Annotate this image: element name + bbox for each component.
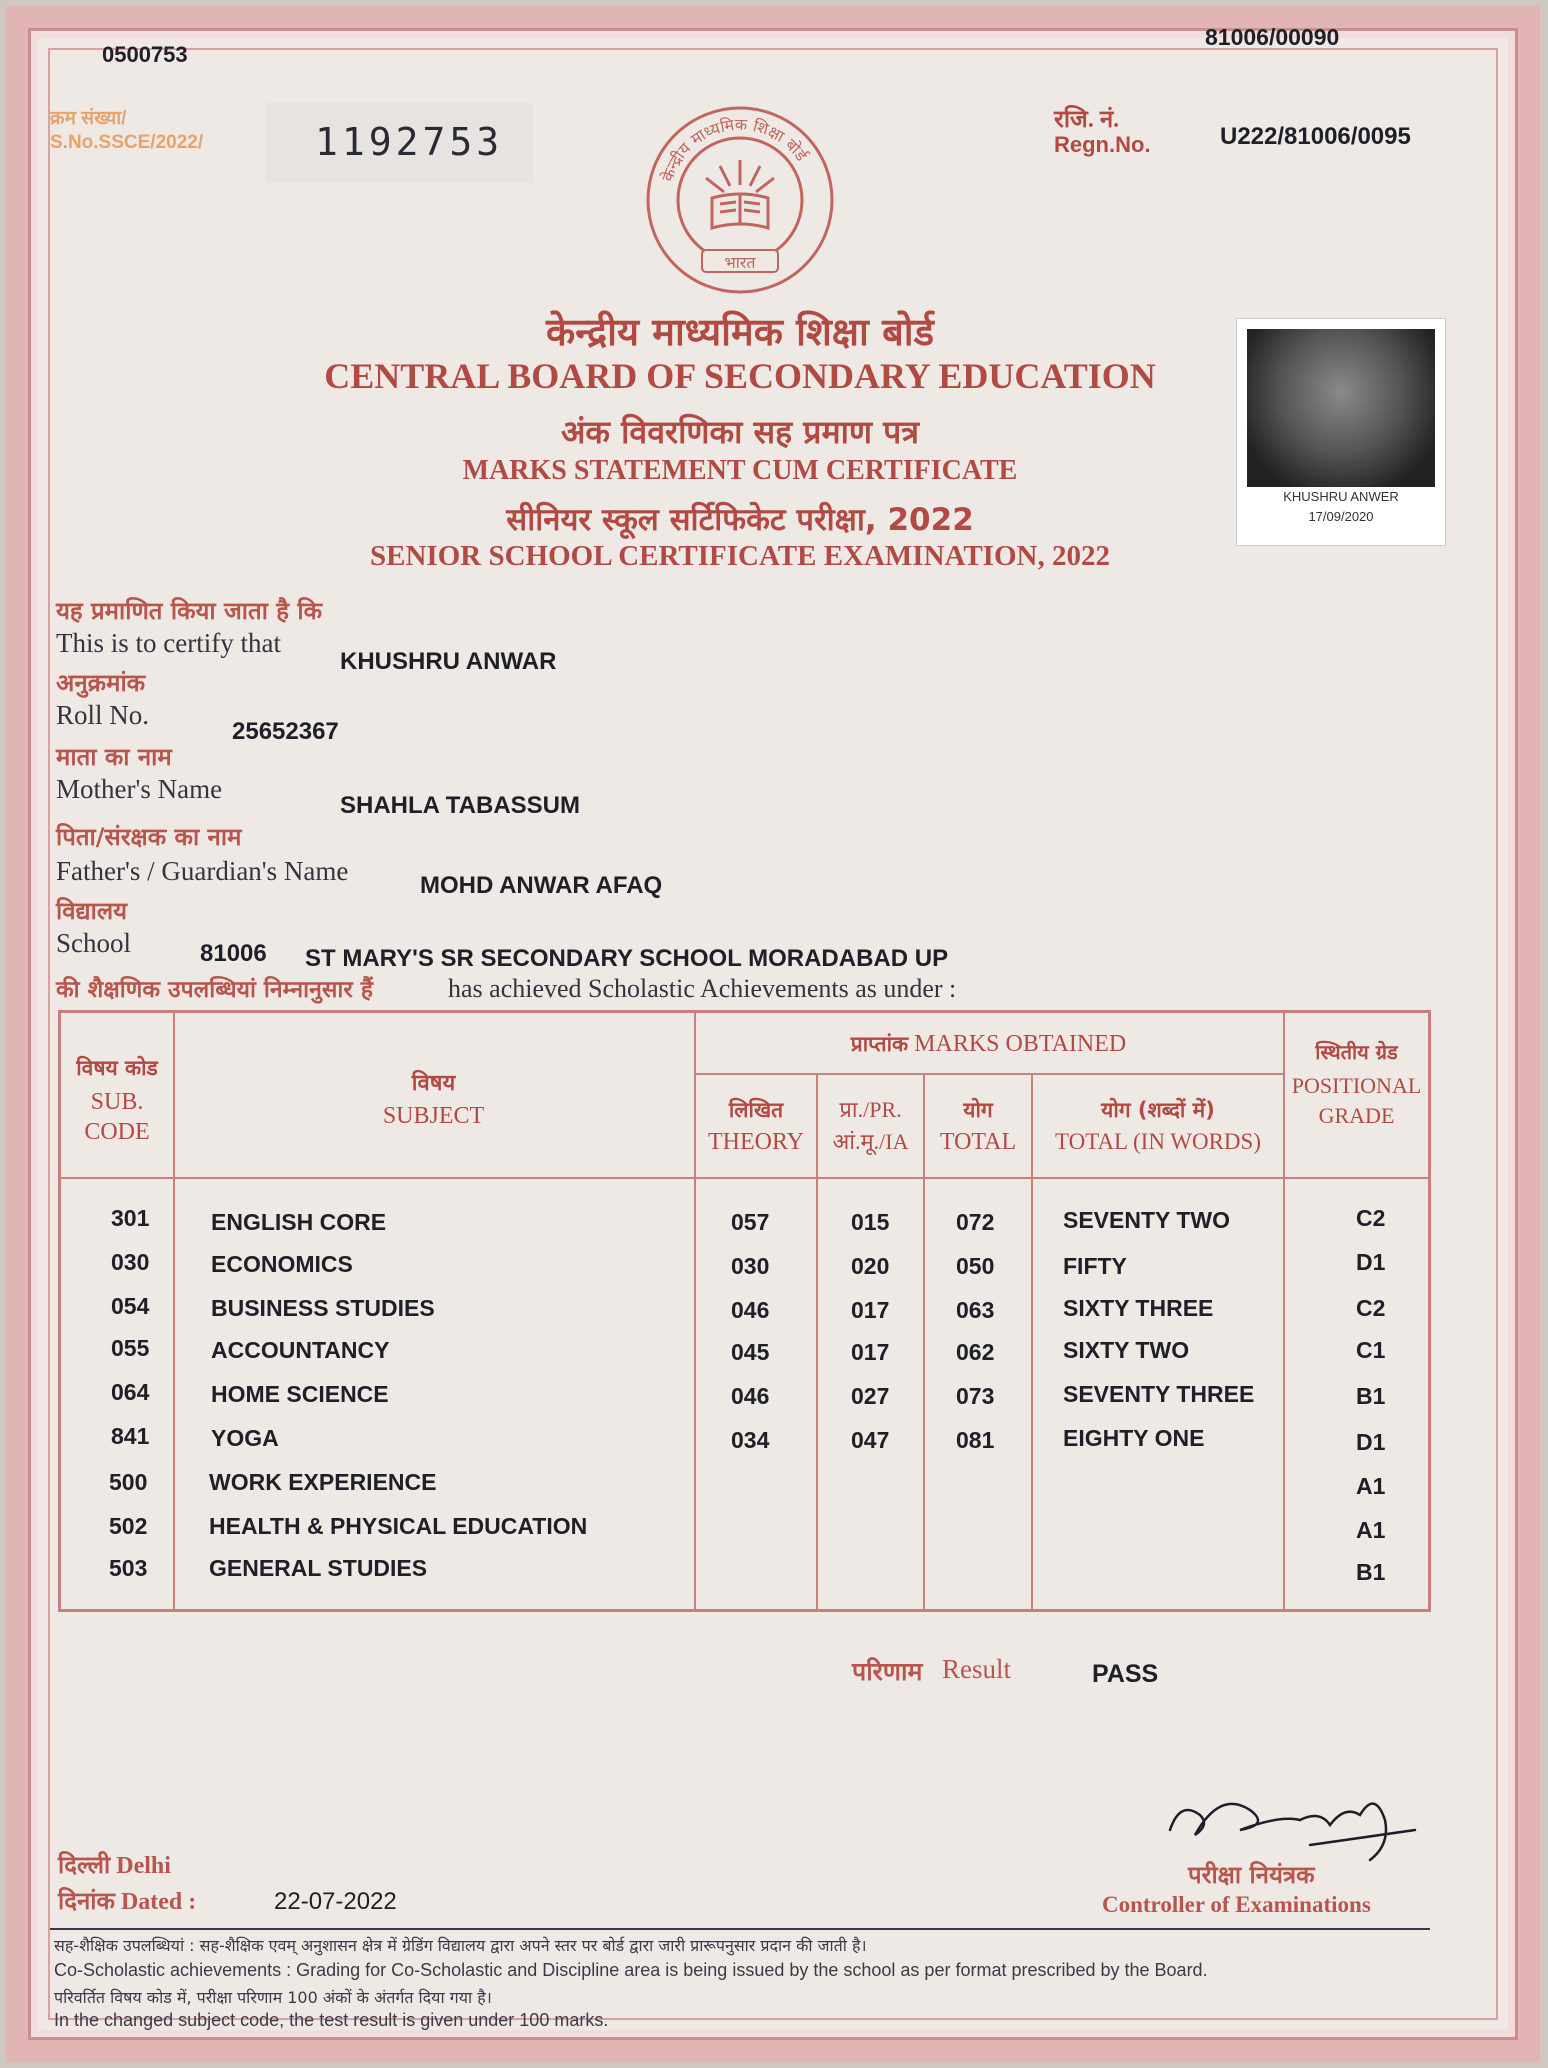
row-total: 072	[956, 1209, 995, 1235]
place-english: Delhi	[116, 1853, 171, 1879]
row-theory: 034	[731, 1427, 770, 1453]
controller-title-hindi: परीक्षा नियंत्रक	[1188, 1861, 1315, 1889]
result-value: PASS	[1092, 1660, 1159, 1688]
row-code: 841	[111, 1423, 150, 1449]
row-subject: BUSINESS STUDIES	[211, 1295, 435, 1321]
controller-title-english: Controller of Examinations	[1102, 1892, 1371, 1917]
footer-divider	[50, 1928, 1430, 1930]
exam-title-english: SENIOR SCHOOL CERTIFICATE EXAMINATION, 2022	[370, 540, 1110, 572]
header-subject-hindi: विषय	[411, 1071, 456, 1096]
row-theory: 057	[731, 1209, 770, 1235]
row-total: 062	[956, 1339, 995, 1365]
dated-hindi: दिनांक	[58, 1887, 115, 1915]
header-total-english: TOTAL	[939, 1129, 1017, 1155]
row-theory: 030	[731, 1253, 770, 1279]
father-label-english: Father's / Guardian's Name	[56, 856, 349, 886]
regn-number: U222/81006/0095	[1220, 123, 1411, 150]
row-code: 064	[111, 1379, 150, 1405]
cbse-emblem	[640, 100, 840, 300]
header-words-english: TOTAL (IN WORDS)	[1055, 1129, 1261, 1154]
row-subject: WORK EXPERIENCE	[209, 1469, 437, 1495]
document-title-english: MARKS STATEMENT CUM CERTIFICATE	[462, 455, 1018, 486]
row-grade: B1	[1356, 1383, 1386, 1409]
roll-label-hindi: अनुक्रमांक	[56, 669, 146, 697]
photo-caption-date: 17/09/2020	[1308, 509, 1374, 524]
row-total: 081	[956, 1427, 995, 1453]
row-total-words: FIFTY	[1063, 1253, 1127, 1279]
row-code: 055	[111, 1335, 150, 1361]
candidate-portrait	[1247, 329, 1435, 487]
achievements-label-english: has achieved Scholastic Achievements as under :	[448, 974, 957, 1003]
roll-label-english: Roll No.	[56, 700, 150, 730]
place-label	[58, 1848, 171, 1881]
header-theory-english: THEORY	[708, 1129, 804, 1155]
header-code-hindi: विषय कोड	[76, 1056, 158, 1080]
certify-label-english: This is to certify that	[56, 628, 281, 658]
header-total-hindi: योग	[963, 1098, 993, 1122]
row-total-words: SEVENTY TWO	[1063, 1207, 1230, 1233]
serial-number: 1192753	[315, 120, 504, 164]
header-marks-hindi: प्राप्तांक	[850, 1032, 909, 1056]
header-grade-english-1: POSITIONAL	[1291, 1073, 1422, 1098]
certify-label-hindi: यह प्रमाणित किया जाता है कि	[56, 597, 323, 625]
row-practical: 047	[851, 1427, 890, 1453]
marks-table	[58, 1010, 1431, 1612]
row-theory: 045	[731, 1339, 770, 1365]
row-code: 503	[109, 1555, 148, 1581]
row-grade: A1	[1356, 1517, 1386, 1543]
father-label-hindi: पिता/संरक्षक का नाम	[56, 823, 242, 851]
header-practical-2: आं.मू./IA	[832, 1129, 909, 1154]
header-grade-english-2: GRADE	[1318, 1103, 1395, 1128]
row-code: 500	[109, 1469, 148, 1495]
row-subject: GENERAL STUDIES	[209, 1555, 428, 1581]
footer-note-1-english: Co-Scholastic achievements : Grading for Co-Scholastic and Discipline area is being issued by the school as per format prescribed by the Board.	[54, 1960, 1208, 1980]
row-code: 054	[111, 1293, 150, 1319]
school-name: ST MARY'S SR SECONDARY SCHOOL MORADABAD UP	[305, 945, 949, 972]
serial-label-english: S.No.SSCE/2022/	[50, 132, 204, 153]
row-code: 301	[111, 1205, 150, 1231]
candidate-name: KHUSHRU ANWAR	[340, 648, 557, 675]
row-total-words: SIXTY THREE	[1063, 1295, 1214, 1321]
row-subject: ECONOMICS	[211, 1251, 353, 1277]
header-marks-obtained	[694, 1029, 1283, 1059]
header-practical-1: प्रा./PR.	[839, 1097, 902, 1122]
regn-label-english: Regn.No.	[1054, 132, 1151, 157]
row-practical: 017	[851, 1339, 890, 1365]
mother-name: SHAHLA TABASSUM	[340, 792, 580, 819]
top-right-code: 81006/00090	[1205, 24, 1340, 50]
document-title-hindi: अंक विवरणिका सह प्रमाण पत्र	[560, 413, 920, 451]
school-label-english: School	[56, 928, 132, 958]
row-practical: 027	[851, 1383, 890, 1409]
row-theory: 046	[731, 1297, 770, 1323]
row-total-words: EIGHTY ONE	[1063, 1425, 1205, 1451]
header-grade-hindi: स्थितीय ग्रेड	[1315, 1040, 1398, 1064]
top-left-code: 0500753	[102, 42, 188, 67]
dated-label	[58, 1884, 196, 1917]
row-grade: C2	[1356, 1205, 1386, 1231]
row-subject: HEALTH & PHYSICAL EDUCATION	[209, 1513, 588, 1539]
svg-text:केन्द्रीय माध्यमिक शिक्षा बोर्	[658, 115, 812, 184]
exam-title-hindi: सीनियर स्कूल सर्टिफिकेट परीक्षा, 2022	[506, 502, 974, 538]
header-marks-english: MARKS OBTAINED	[914, 1031, 1127, 1057]
row-practical: 017	[851, 1297, 890, 1323]
emblem-bharat-text: भारत	[724, 253, 756, 272]
row-subject: YOGA	[211, 1425, 279, 1451]
emblem-arc-text: केन्द्रीय माध्यमिक शिक्षा बोर्ड	[657, 114, 812, 184]
photo-caption-name: KHUSHRU ANWER	[1283, 489, 1399, 504]
row-grade: D1	[1356, 1249, 1386, 1275]
header-code-en-1: SUB.	[90, 1089, 144, 1115]
row-subject: ENGLISH CORE	[211, 1209, 387, 1235]
row-code: 030	[111, 1249, 150, 1275]
footer-note-1-hindi: सह-शैक्षिक उपलब्धियां : सह-शैक्षिक एवम् अनुशासन क्षेत्र में ग्रेडिंग विद्यालय द्वारा अपने स्तर पर बोर्ड द्वारा जारी प्रारूपनुसार प्रदान की जाती है।	[54, 1936, 867, 1955]
mother-label-english: Mother's Name	[56, 774, 223, 804]
issue-date: 22-07-2022	[274, 1888, 397, 1915]
footer-note-2-hindi: परिवर्तित विषय कोड में, परीक्षा परिणाम 100 अंकों के अंतर्गत दिया गया है।	[54, 1988, 492, 2007]
dated-english: Dated :	[120, 1889, 197, 1915]
row-grade: D1	[1356, 1429, 1386, 1455]
row-total: 063	[956, 1297, 995, 1323]
mother-label-hindi: माता का नाम	[56, 743, 172, 771]
row-practical: 015	[851, 1209, 890, 1235]
candidate-photo	[1236, 318, 1446, 546]
board-name-hindi: केन्द्रीय माध्यमिक शिक्षा बोर्ड	[546, 310, 934, 354]
footer-note-2-english: In the changed subject code, the test result is given under 100 marks.	[54, 2010, 609, 2030]
row-total-words: SEVENTY THREE	[1063, 1381, 1255, 1407]
row-code: 502	[109, 1513, 148, 1539]
school-code: 81006	[200, 940, 267, 967]
row-theory: 046	[731, 1383, 770, 1409]
row-total-words: SIXTY TWO	[1063, 1337, 1190, 1363]
row-subject: HOME SCIENCE	[211, 1381, 389, 1407]
row-total: 073	[956, 1383, 995, 1409]
result-label-english: Result	[942, 1654, 1012, 1684]
regn-label-hindi: रजि. नं.	[1054, 107, 1120, 133]
header-subject-english: SUBJECT	[382, 1103, 485, 1129]
row-total: 050	[956, 1253, 995, 1279]
school-label-hindi: विद्यालय	[56, 897, 128, 925]
row-grade: C2	[1356, 1295, 1386, 1321]
board-name-english: CENTRAL BOARD OF SECONDARY EDUCATION	[324, 356, 1156, 396]
serial-label-hindi: क्रम संख्या/	[50, 108, 127, 129]
header-words-hindi: योग (शब्दों में)	[1101, 1098, 1215, 1122]
father-name: MOHD ANWAR AFAQ	[420, 872, 663, 899]
result-label-hindi: परिणाम	[852, 1657, 923, 1686]
row-grade: A1	[1356, 1473, 1386, 1499]
row-grade: B1	[1356, 1559, 1386, 1585]
header-theory-hindi: लिखित	[728, 1098, 784, 1122]
row-subject: ACCOUNTANCY	[211, 1337, 390, 1363]
roll-number: 25652367	[232, 718, 339, 745]
row-practical: 020	[851, 1253, 890, 1279]
place-hindi: दिल्ली	[58, 1851, 111, 1879]
achievements-label-hindi: की शैक्षणिक उपलब्धियां निम्नानुसार हैं	[56, 977, 373, 1003]
header-code-en-2: CODE	[84, 1119, 150, 1145]
row-grade: C1	[1356, 1337, 1386, 1363]
